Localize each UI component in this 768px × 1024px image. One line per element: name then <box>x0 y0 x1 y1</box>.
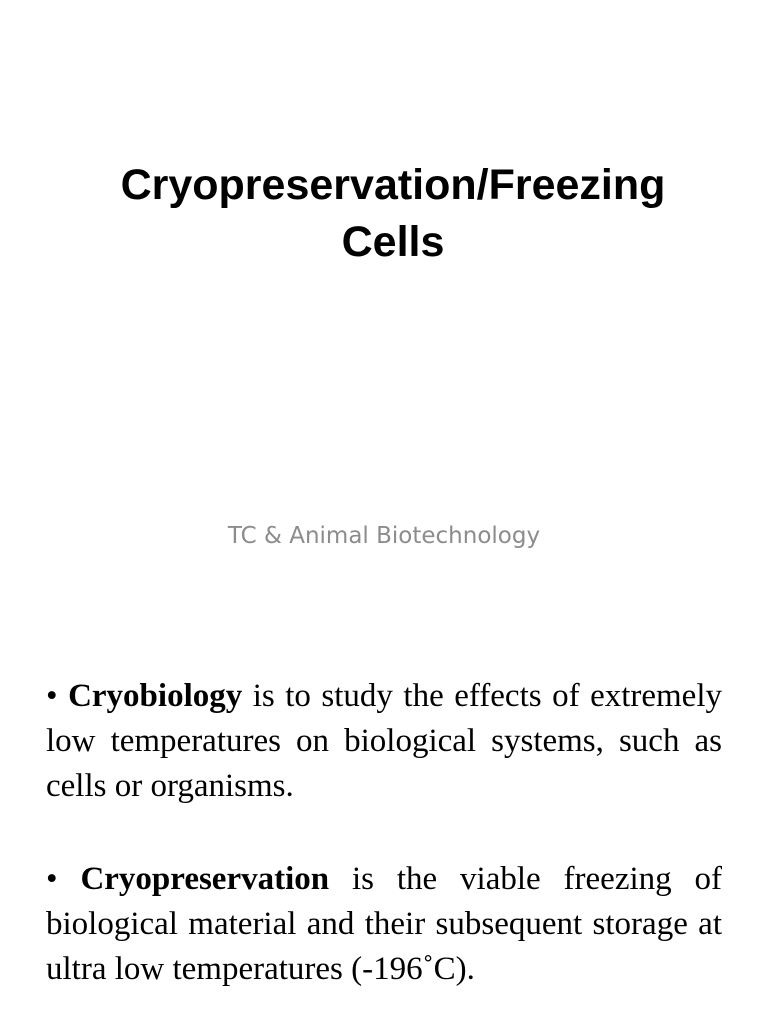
bullet-text: is to study the effects of extremely low temperatures on biological systems, such as cells or organisms. <box>46 678 722 804</box>
bullet-marker: • <box>46 678 58 714</box>
bullet-list-1 <box>46 674 722 809</box>
bullet-term: Cryopreservation <box>80 861 330 897</box>
bullet-text: is the viable freezing of biological material and their subsequent storage at ultra low temperatures (-196˚C). <box>46 861 723 987</box>
slide-title <box>40 157 746 271</box>
bullet-marker: • <box>46 861 58 897</box>
bullet-list-2 <box>46 857 722 992</box>
bullet-cryobiology <box>46 674 722 809</box>
bullet-cryopreservation <box>46 857 722 992</box>
slide-title-line-2: Cells <box>341 217 445 266</box>
slide-subtitle: TC & Animal Biotechnology <box>227 523 541 549</box>
bullet-term: Cryobiology <box>68 678 243 714</box>
slide-title-line-1: Cryopreservation/Freezing <box>120 160 666 209</box>
